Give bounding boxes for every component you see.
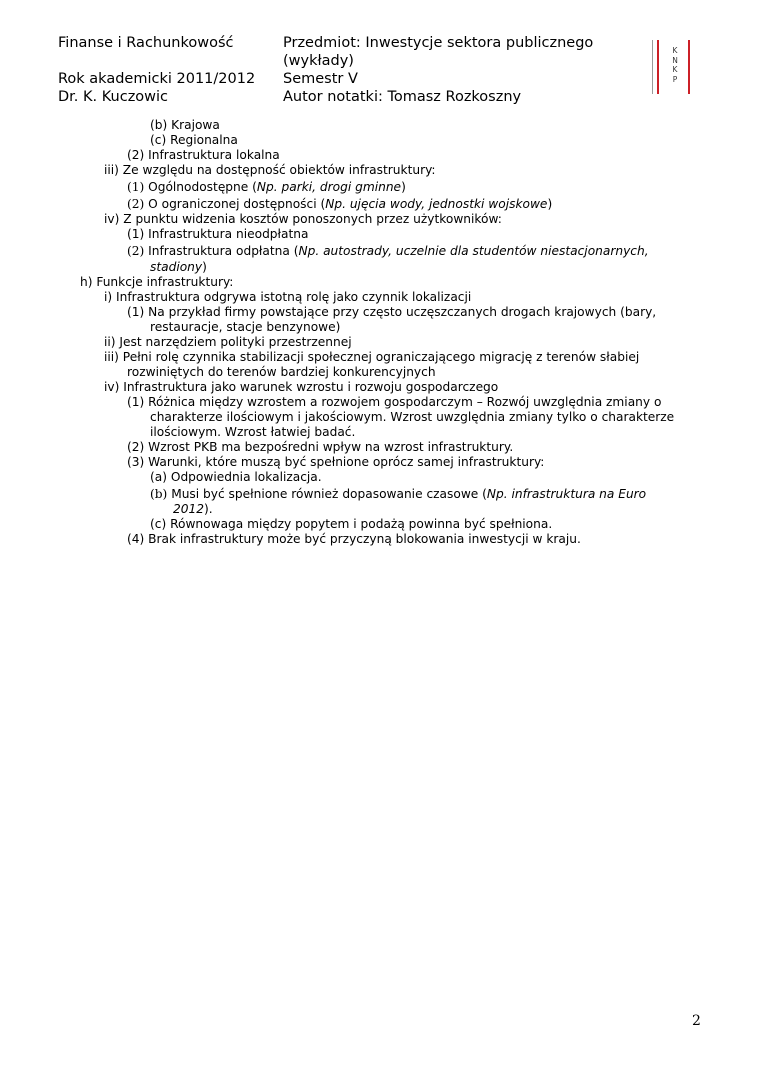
course-name: Finanse i Rachunkowość bbox=[58, 35, 234, 51]
line-text: h) Funkcje infrastruktury: bbox=[80, 275, 234, 289]
line-text: iv) Z punktu widzenia kosztów ponoszonych przez użytkowników: bbox=[104, 212, 502, 226]
text-line bbox=[127, 455, 544, 470]
line-example: stadiony bbox=[150, 260, 203, 274]
line-text: charakterze ilościowym i jakościowym. Wzrost uwzględnia zmiany tylko o charakterze bbox=[150, 410, 675, 424]
subject-title: Przedmiot: Inwestycje sektora publicznego bbox=[283, 35, 594, 51]
text-line bbox=[127, 305, 656, 320]
logo-letter: N bbox=[672, 55, 678, 65]
line-text: (c) Równowaga między popytem i podażą powinna być spełniona. bbox=[150, 517, 553, 531]
text-line bbox=[127, 148, 280, 163]
text-line bbox=[150, 470, 322, 485]
line-text: ilościowym. Wzrost łatwiej badać. bbox=[150, 425, 356, 439]
logo-letters bbox=[667, 46, 683, 84]
text-line bbox=[104, 212, 502, 227]
line-text: (a) Odpowiednia lokalizacja. bbox=[150, 470, 322, 484]
line-text: iv) Infrastruktura jako warunek wzrostu i rozwoju gospodarczego bbox=[104, 380, 499, 394]
line-text: i) Infrastruktura odgrywa istotną rolę jako czynnik lokalizacji bbox=[104, 290, 472, 304]
line-tail: ) bbox=[547, 197, 553, 211]
line-text: (2) Infrastruktura lokalna bbox=[127, 148, 280, 162]
text-line bbox=[150, 260, 207, 275]
line-tail: ) bbox=[401, 180, 406, 194]
line-text: ii) Jest narzędziem polityki przestrzennej bbox=[104, 335, 352, 349]
academic-year: Rok akademicki 2011/2012 bbox=[58, 71, 256, 87]
line-tail: ). bbox=[204, 502, 213, 516]
logo-letter: P bbox=[672, 74, 678, 84]
text-line bbox=[150, 517, 552, 532]
lecturer-name: Dr. K. Kuczowic bbox=[58, 89, 169, 105]
text-line bbox=[150, 425, 355, 440]
text-line bbox=[80, 275, 233, 290]
text-line bbox=[173, 502, 213, 517]
text-line bbox=[104, 335, 352, 350]
text-line bbox=[127, 395, 661, 410]
semester: Semestr V bbox=[283, 71, 358, 87]
list-marker: (2) bbox=[127, 244, 149, 258]
text-line bbox=[127, 440, 513, 455]
line-example: Np. infrastruktura na Euro bbox=[486, 487, 647, 501]
logo-letter: K bbox=[672, 65, 678, 74]
text-line bbox=[150, 118, 220, 133]
line-text: Infrastruktura odpłatna ( bbox=[148, 244, 299, 258]
text-line bbox=[127, 365, 436, 380]
line-example: Np. autostrady, uczelnie dla studentów niestacjonarnych, bbox=[298, 244, 649, 258]
knkp-logo bbox=[652, 40, 692, 94]
logo-bar bbox=[688, 40, 690, 94]
text-line bbox=[127, 180, 406, 195]
line-example: Np. ujęcia wody, jednostki wojskowe bbox=[325, 197, 548, 211]
text-line bbox=[150, 133, 238, 148]
line-tail: ) bbox=[202, 260, 207, 274]
text-line bbox=[150, 410, 674, 425]
line-text: Musi być spełnione również dopasowanie czasowe ( bbox=[171, 487, 487, 501]
text-line bbox=[127, 532, 581, 547]
line-text: (4) Brak infrastruktury może być przyczyną blokowania inwestycji w kraju. bbox=[127, 532, 581, 546]
logo-bar bbox=[652, 40, 653, 94]
line-text: rozwiniętych do terenów bardziej konkurencyjnych bbox=[127, 365, 436, 379]
line-example: Np. parki, drogi gminne bbox=[256, 180, 402, 194]
text-line bbox=[127, 227, 308, 242]
line-text: (3) Warunki, które muszą być spełnione oprócz samej infrastruktury: bbox=[127, 455, 545, 469]
text-line bbox=[127, 197, 552, 212]
list-marker: (b) bbox=[150, 487, 172, 501]
text-line bbox=[104, 380, 498, 395]
list-marker: (1) bbox=[127, 180, 149, 194]
logo-letter: K bbox=[672, 46, 678, 55]
logo-bar bbox=[657, 40, 659, 94]
subject-subtitle: (wykłady) bbox=[283, 53, 354, 69]
text-line bbox=[104, 163, 436, 178]
line-text: (2) Wzrost PKB ma bezpośredni wpływ na wzrost infrastruktury. bbox=[127, 440, 514, 454]
line-text: O ograniczonej dostępności ( bbox=[148, 197, 326, 211]
text-line bbox=[150, 487, 646, 502]
line-text: (1) Różnica między wzrostem a rozwojem gospodarczym – Rozwój uwzględnia zmiany o bbox=[127, 395, 662, 409]
line-text: (b) Krajowa bbox=[150, 118, 220, 132]
line-text: (1) Infrastruktura nieodpłatna bbox=[127, 227, 309, 241]
line-example: 2012 bbox=[173, 502, 205, 516]
line-text: iii) Pełni rolę czynnika stabilizacji społecznej ograniczającego migrację z terenów słabiej bbox=[104, 350, 640, 364]
text-line bbox=[150, 320, 340, 335]
list-marker: (2) bbox=[127, 197, 149, 211]
text-line bbox=[104, 290, 471, 305]
header-left bbox=[58, 34, 255, 106]
text-line bbox=[104, 350, 639, 365]
header-middle bbox=[283, 34, 593, 106]
page-number: 2 bbox=[692, 1013, 701, 1029]
line-text: (c) Regionalna bbox=[150, 133, 238, 147]
line-text: restauracje, stacje benzynowe) bbox=[150, 320, 341, 334]
text-line bbox=[127, 244, 649, 259]
line-text: (1) Na przykład firmy powstające przy często uczęszczanych drogach krajowych (bary, bbox=[127, 305, 657, 319]
line-text: iii) Ze względu na dostępność obiektów infrastruktury: bbox=[104, 163, 436, 177]
note-author: Autor notatki: Tomasz Rozkoszny bbox=[283, 89, 522, 105]
line-text: Ogólnodostępne ( bbox=[148, 180, 257, 194]
